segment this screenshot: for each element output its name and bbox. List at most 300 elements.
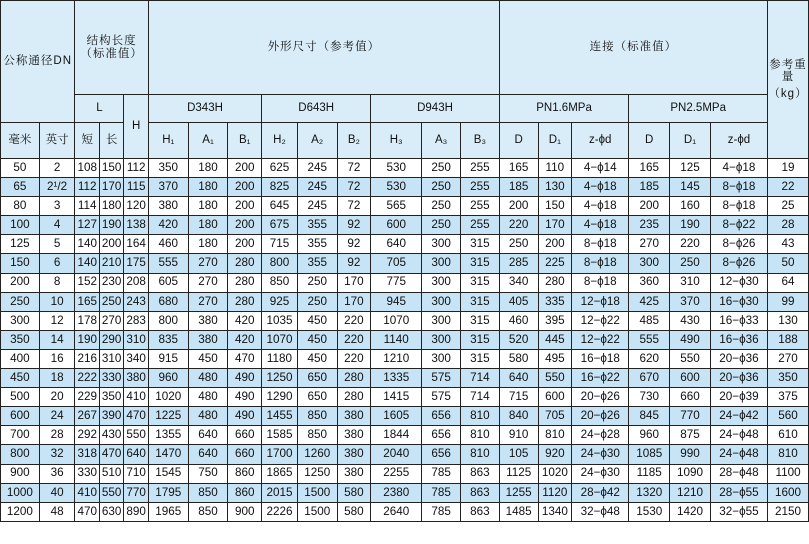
table-cell: 1415 xyxy=(371,388,422,407)
table-row xyxy=(1,311,809,330)
header-mm: 毫米 xyxy=(1,123,40,159)
table-cell: 600 xyxy=(1,407,40,426)
table-cell: 380 xyxy=(337,445,371,464)
table-cell: 105 xyxy=(499,445,538,464)
table-cell: 2¹/2 xyxy=(39,178,75,197)
table-cell: 1000 xyxy=(1,483,40,502)
table-cell: 220 xyxy=(670,235,711,254)
table-cell: 850 xyxy=(297,407,337,426)
table-cell: 480 xyxy=(188,369,228,388)
table-cell: 245 xyxy=(297,159,337,178)
header-nominal-diameter: 公称通径DN xyxy=(1,1,75,123)
table-cell: 410 xyxy=(124,388,148,407)
table-cell: 420 xyxy=(228,330,262,349)
table-cell: 990 xyxy=(670,445,711,464)
table-cell: 185 xyxy=(629,178,670,197)
table-cell: 16−ϕ18 xyxy=(572,349,629,368)
table-cell: 714 xyxy=(461,388,500,407)
table-cell: 500 xyxy=(1,388,40,407)
table-cell: 20−ϕ39 xyxy=(710,388,767,407)
header-L: L xyxy=(75,95,124,123)
table-cell: 250 xyxy=(499,235,538,254)
table-cell: 10 xyxy=(39,292,75,311)
table-cell: 775 xyxy=(371,273,422,292)
table-cell: 1530 xyxy=(629,502,670,521)
table-row xyxy=(1,407,809,426)
table-cell: 1250 xyxy=(297,464,337,483)
table-cell: 270 xyxy=(99,311,123,330)
table-cell: 255 xyxy=(461,216,500,235)
table-cell: 910 xyxy=(499,426,538,445)
table-cell: 640 xyxy=(499,369,538,388)
table-cell: 50 xyxy=(1,159,40,178)
table-cell: 520 xyxy=(499,330,538,349)
table-cell: 180 xyxy=(188,159,228,178)
table-cell: 490 xyxy=(228,388,262,407)
table-cell: 1125 xyxy=(499,464,538,483)
table-cell: 152 xyxy=(75,273,99,292)
table-cell: 12 xyxy=(39,311,75,330)
table-cell: 810 xyxy=(768,445,809,464)
table-cell: 310 xyxy=(124,330,148,349)
table-cell: 145 xyxy=(670,178,711,197)
table-cell: 850 xyxy=(297,426,337,445)
header-A1: A₁ xyxy=(188,123,228,159)
table-cell: 255 xyxy=(461,197,500,216)
table-cell: 1035 xyxy=(262,311,298,330)
header-zd: z-ϕd xyxy=(572,123,629,159)
table-cell: 380 xyxy=(148,197,188,216)
table-cell: 460 xyxy=(148,235,188,254)
table-cell: 555 xyxy=(629,330,670,349)
table-cell: 785 xyxy=(422,464,461,483)
table-cell: 890 xyxy=(124,502,148,521)
table-cell: 450 xyxy=(297,349,337,368)
table-cell: 300 xyxy=(1,311,40,330)
table-cell: 430 xyxy=(99,426,123,445)
table-cell: 250 xyxy=(422,178,461,197)
header-D: D xyxy=(499,123,538,159)
table-cell: 510 xyxy=(99,464,123,483)
table-cell: 20−ϕ26 xyxy=(572,407,629,426)
table-cell: 180 xyxy=(188,178,228,197)
table-cell: 2255 xyxy=(371,464,422,483)
header-D1-pn25: D₁ xyxy=(670,123,711,159)
table-cell: 1180 xyxy=(262,349,298,368)
table-cell: 490 xyxy=(670,330,711,349)
table-cell: 164 xyxy=(124,235,148,254)
table-cell: 14 xyxy=(39,330,75,349)
table-cell: 470 xyxy=(99,445,123,464)
table-cell: 290 xyxy=(99,330,123,349)
table-cell: 200 xyxy=(228,235,262,254)
table-row xyxy=(1,178,809,197)
table-cell: 92 xyxy=(337,235,371,254)
table-cell: 700 xyxy=(1,426,40,445)
table-cell: 630 xyxy=(99,502,123,521)
header-inch: 英寸 xyxy=(39,123,75,159)
table-cell: 825 xyxy=(262,178,298,197)
table-cell: 420 xyxy=(228,311,262,330)
table-cell: 2226 xyxy=(262,502,298,521)
table-cell: 600 xyxy=(538,388,572,407)
table-cell: 705 xyxy=(538,407,572,426)
table-cell: 550 xyxy=(124,426,148,445)
header-PN16: PN1.6MPa xyxy=(499,95,629,123)
table-cell: 400 xyxy=(1,349,40,368)
header-D943H: D943H xyxy=(371,95,500,123)
table-cell: 16−ϕ33 xyxy=(710,311,767,330)
table-cell: 450 xyxy=(297,330,337,349)
table-cell: 355 xyxy=(297,235,337,254)
table-cell: 250 xyxy=(99,292,123,311)
table-cell: 6 xyxy=(39,254,75,273)
table-cell: 220 xyxy=(337,311,371,330)
table-cell: 800 xyxy=(148,311,188,330)
table-cell: 450 xyxy=(188,349,228,368)
table-cell: 190 xyxy=(75,330,99,349)
table-cell: 20 xyxy=(39,388,75,407)
table-cell: 280 xyxy=(337,369,371,388)
table-cell: 1120 xyxy=(538,483,572,502)
table-cell: 12−ϕ22 xyxy=(572,311,629,330)
table-cell: 50 xyxy=(768,254,809,273)
table-cell: 127 xyxy=(75,216,99,235)
table-cell: 580 xyxy=(337,502,371,521)
table-cell: 210 xyxy=(99,254,123,273)
table-cell: 580 xyxy=(499,349,538,368)
table-cell: 450 xyxy=(1,369,40,388)
table-cell: 490 xyxy=(228,369,262,388)
table-cell: 485 xyxy=(629,311,670,330)
header-H1: H₁ xyxy=(148,123,188,159)
table-cell: 470 xyxy=(228,349,262,368)
table-cell: 565 xyxy=(371,197,422,216)
table-cell: 64 xyxy=(768,273,809,292)
table-cell: 280 xyxy=(228,254,262,273)
table-cell: 945 xyxy=(371,292,422,311)
table-cell: 715 xyxy=(262,235,298,254)
table-cell: 92 xyxy=(337,216,371,235)
table-cell: 200 xyxy=(99,235,123,254)
table-cell: 900 xyxy=(228,502,262,521)
table-cell: 2015 xyxy=(262,483,298,502)
table-cell: 112 xyxy=(124,159,148,178)
table-cell: 120 xyxy=(124,197,148,216)
table-cell: 600 xyxy=(371,216,422,235)
table-cell: 350 xyxy=(99,388,123,407)
table-cell: 810 xyxy=(461,426,500,445)
table-cell: 1355 xyxy=(148,426,188,445)
table-cell: 315 xyxy=(461,330,500,349)
table-cell: 250 xyxy=(422,216,461,235)
table-cell: 380 xyxy=(188,311,228,330)
table-cell: 1600 xyxy=(768,483,809,502)
table-cell: 112 xyxy=(75,178,99,197)
table-row xyxy=(1,159,809,178)
header-D1: D₁ xyxy=(538,123,572,159)
table-cell: 28−ϕ55 xyxy=(710,483,767,502)
table-cell: 80 xyxy=(1,197,40,216)
table-cell: 875 xyxy=(670,426,711,445)
table-cell: 1100 xyxy=(768,464,809,483)
table-cell: 267 xyxy=(75,407,99,426)
table-cell: 430 xyxy=(670,311,711,330)
table-cell: 960 xyxy=(629,426,670,445)
table-cell: 200 xyxy=(1,273,40,292)
table-cell: 138 xyxy=(124,216,148,235)
table-cell: 1500 xyxy=(297,483,337,502)
table-cell: 180 xyxy=(188,235,228,254)
header-H2: H₂ xyxy=(262,123,298,159)
table-cell: 270 xyxy=(629,235,670,254)
table-cell: 810 xyxy=(461,407,500,426)
header-A3: A₃ xyxy=(422,123,461,159)
table-cell: 200 xyxy=(228,216,262,235)
table-cell: 24−ϕ48 xyxy=(710,426,767,445)
table-cell: 315 xyxy=(461,254,500,273)
header-H3: H₃ xyxy=(371,123,422,159)
table-cell: 200 xyxy=(538,235,572,254)
table-cell: 315 xyxy=(461,292,500,311)
table-cell: 850 xyxy=(188,502,228,521)
table-cell: 380 xyxy=(124,369,148,388)
table-cell: 4−ϕ18 xyxy=(572,197,629,216)
table-cell: 1185 xyxy=(629,464,670,483)
table-cell: 710 xyxy=(124,464,148,483)
header-D-pn25: D xyxy=(629,123,670,159)
table-cell: 1070 xyxy=(262,330,298,349)
table-cell: 770 xyxy=(124,483,148,502)
header-zd-pn25: z-ϕd xyxy=(710,123,767,159)
header-B1: B₁ xyxy=(228,123,262,159)
table-cell: 8−ϕ26 xyxy=(710,254,767,273)
table-cell: 480 xyxy=(188,407,228,426)
table-cell: 20−ϕ36 xyxy=(710,369,767,388)
table-cell: 4−ϕ18 xyxy=(572,178,629,197)
table-cell: 1210 xyxy=(670,483,711,502)
table-cell: 350 xyxy=(768,369,809,388)
table-cell: 315 xyxy=(461,349,500,368)
table-cell: 255 xyxy=(461,178,500,197)
table-row xyxy=(1,197,809,216)
header-short: 短 xyxy=(75,123,99,159)
table-cell: 16−ϕ22 xyxy=(572,369,629,388)
table-cell: 2150 xyxy=(768,502,809,521)
table-row xyxy=(1,388,809,407)
table-cell: 220 xyxy=(337,349,371,368)
table-cell: 108 xyxy=(75,159,99,178)
table-cell: 220 xyxy=(499,216,538,235)
table-row xyxy=(1,235,809,254)
table-cell: 560 xyxy=(768,407,809,426)
table-cell: 200 xyxy=(228,197,262,216)
table-cell: 925 xyxy=(262,292,298,311)
table-cell: 12−ϕ30 xyxy=(710,273,767,292)
table-cell: 530 xyxy=(371,159,422,178)
table-row xyxy=(1,254,809,273)
table-cell: 8−ϕ22 xyxy=(710,216,767,235)
table-cell: 170 xyxy=(337,292,371,311)
table-cell: 1070 xyxy=(371,311,422,330)
table-cell: 1700 xyxy=(262,445,298,464)
table-cell: 2380 xyxy=(371,483,422,502)
table-cell: 810 xyxy=(461,445,500,464)
table-cell: 220 xyxy=(337,330,371,349)
header-outer-dimensions: 外形尺寸（参考值） xyxy=(148,1,499,95)
table-cell: 1200 xyxy=(1,502,40,521)
table-cell: 280 xyxy=(337,388,371,407)
header-reference-weight xyxy=(768,1,809,159)
table-cell: 610 xyxy=(768,426,809,445)
table-cell: 200 xyxy=(228,178,262,197)
table-cell: 445 xyxy=(538,330,572,349)
table-cell: 292 xyxy=(75,426,99,445)
table-cell: 2040 xyxy=(371,445,422,464)
table-row xyxy=(1,273,809,292)
table-cell: 65 xyxy=(1,178,40,197)
table-cell: 24−ϕ28 xyxy=(572,426,629,445)
table-cell: 4−ϕ14 xyxy=(572,159,629,178)
table-cell: 165 xyxy=(629,159,670,178)
table-cell: 72 xyxy=(337,197,371,216)
table-cell: 1290 xyxy=(262,388,298,407)
table-cell: 405 xyxy=(499,292,538,311)
table-cell: 1090 xyxy=(670,464,711,483)
table-cell: 16 xyxy=(39,349,75,368)
table-row xyxy=(1,426,809,445)
table-cell: 315 xyxy=(461,273,500,292)
table-cell: 1225 xyxy=(148,407,188,426)
table-cell: 863 xyxy=(461,502,500,521)
table-cell: 1585 xyxy=(262,426,298,445)
table-cell: 1485 xyxy=(499,502,538,521)
table-cell: 490 xyxy=(228,407,262,426)
header-B2: B₂ xyxy=(337,123,371,159)
table-cell: 714 xyxy=(461,369,500,388)
table-cell: 92 xyxy=(337,254,371,273)
table-cell: 605 xyxy=(148,273,188,292)
table-cell: 24−ϕ48 xyxy=(710,445,767,464)
table-row xyxy=(1,216,809,235)
table-cell: 355 xyxy=(297,254,337,273)
table-cell: 8−ϕ18 xyxy=(710,178,767,197)
table-cell: 115 xyxy=(124,178,148,197)
table-cell: 28−ϕ42 xyxy=(572,483,629,502)
table-cell: 625 xyxy=(262,159,298,178)
table-row xyxy=(1,330,809,349)
table-cell: 640 xyxy=(371,235,422,254)
table-cell: 660 xyxy=(228,445,262,464)
table-cell: 24−ϕ30 xyxy=(572,464,629,483)
table-cell: 1250 xyxy=(262,369,298,388)
table-cell: 250 xyxy=(670,254,711,273)
table-cell: 318 xyxy=(75,445,99,464)
table-cell: 315 xyxy=(461,311,500,330)
table-cell: 4−ϕ18 xyxy=(572,216,629,235)
table-cell: 330 xyxy=(99,369,123,388)
table-cell: 300 xyxy=(422,311,461,330)
table-cell: 920 xyxy=(538,445,572,464)
header-connection: 连接（标准值） xyxy=(499,1,767,95)
table-cell: 730 xyxy=(629,388,670,407)
table-cell: 8−ϕ18 xyxy=(710,197,767,216)
table-cell: 370 xyxy=(670,292,711,311)
table-cell: 580 xyxy=(337,483,371,502)
table-cell: 410 xyxy=(75,483,99,502)
table-cell: 620 xyxy=(629,349,670,368)
table-cell: 785 xyxy=(422,483,461,502)
table-cell: 40 xyxy=(39,483,75,502)
table-cell: 4−ϕ18 xyxy=(710,159,767,178)
table-cell: 230 xyxy=(99,273,123,292)
table-cell: 180 xyxy=(99,197,123,216)
table-cell: 770 xyxy=(670,407,711,426)
table-cell: 114 xyxy=(75,197,99,216)
table-cell: 2 xyxy=(39,159,75,178)
table-cell: 188 xyxy=(768,330,809,349)
table-cell: 36 xyxy=(39,464,75,483)
table-cell: 335 xyxy=(538,292,572,311)
table-cell: 550 xyxy=(99,483,123,502)
header-A2: A₂ xyxy=(297,123,337,159)
table-cell: 24−ϕ42 xyxy=(710,407,767,426)
table-cell: 575 xyxy=(422,388,461,407)
table-cell: 140 xyxy=(75,254,99,273)
table-cell: 250 xyxy=(297,292,337,311)
table-cell: 170 xyxy=(99,178,123,197)
table-cell: 1340 xyxy=(538,502,572,521)
header-D643H: D643H xyxy=(262,95,371,123)
table-cell: 24 xyxy=(39,407,75,426)
table-cell: 350 xyxy=(148,159,188,178)
table-cell: 960 xyxy=(148,369,188,388)
table-cell: 190 xyxy=(99,216,123,235)
table-cell: 470 xyxy=(124,407,148,426)
table-cell: 860 xyxy=(228,483,262,502)
table-cell: 8−ϕ18 xyxy=(572,273,629,292)
table-cell: 160 xyxy=(670,197,711,216)
table-cell: 530 xyxy=(371,178,422,197)
table-cell: 900 xyxy=(1,464,40,483)
table-cell: 800 xyxy=(1,445,40,464)
table-cell: 470 xyxy=(75,502,99,521)
table-cell: 350 xyxy=(1,330,40,349)
table-cell: 125 xyxy=(670,159,711,178)
table-cell: 255 xyxy=(461,159,500,178)
table-cell: 280 xyxy=(228,292,262,311)
table-cell: 280 xyxy=(228,273,262,292)
table-cell: 1545 xyxy=(148,464,188,483)
table-cell: 285 xyxy=(499,254,538,273)
table-cell: 8−ϕ18 xyxy=(572,254,629,273)
table-cell: 1420 xyxy=(670,502,711,521)
table-body xyxy=(1,159,809,522)
table-cell: 600 xyxy=(670,369,711,388)
table-cell: 270 xyxy=(188,292,228,311)
table-cell: 140 xyxy=(75,235,99,254)
table-cell: 16−ϕ36 xyxy=(710,330,767,349)
table-cell: 845 xyxy=(629,407,670,426)
table-cell: 8−ϕ18 xyxy=(572,235,629,254)
weight-unit: （kg） xyxy=(768,87,808,100)
table-cell: 650 xyxy=(297,388,337,407)
table-cell: 656 xyxy=(422,426,461,445)
table-cell: 850 xyxy=(188,483,228,502)
table-cell: 175 xyxy=(124,254,148,273)
table-cell: 250 xyxy=(297,273,337,292)
table-cell: 150 xyxy=(99,159,123,178)
